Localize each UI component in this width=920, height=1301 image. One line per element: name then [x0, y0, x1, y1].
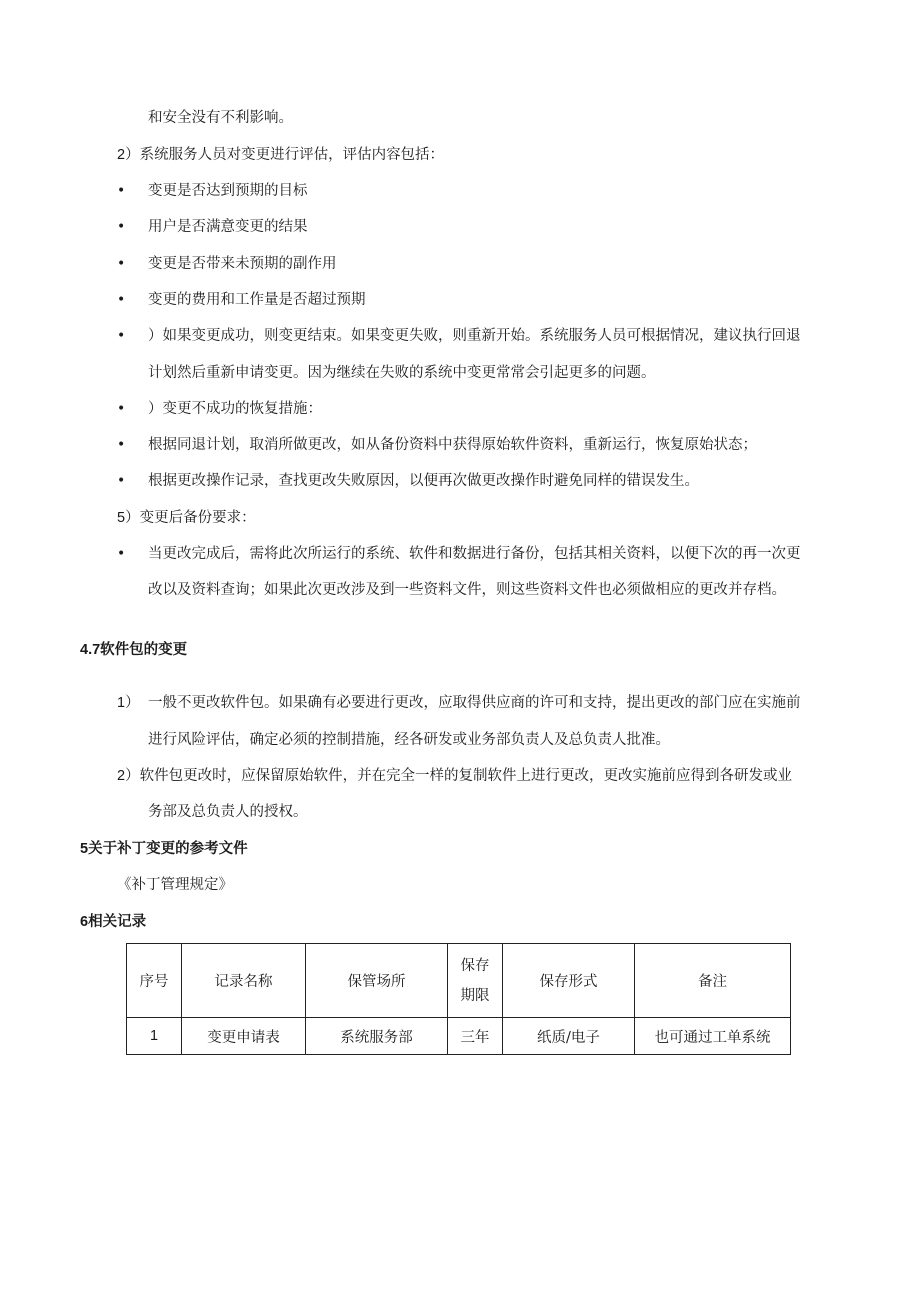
table-cell: 三年 — [448, 1018, 503, 1055]
table-cell: 纸质/电子 — [503, 1018, 635, 1055]
table-header-row — [127, 944, 791, 1018]
header-cell: 记录名称 — [182, 944, 306, 1018]
records-table — [126, 943, 791, 1055]
s47-p2-line2: 务部及总负责人的授权。 — [148, 804, 308, 820]
eval-point: 变更是否带来未预期的副作用 — [148, 256, 337, 272]
table-cell: 也可通过工单系统 — [635, 1018, 791, 1055]
bullet-icon: • — [117, 219, 126, 235]
recovery-title: ）变更不成功的恢复措施： — [148, 401, 322, 417]
bullet-icon: • — [117, 437, 126, 453]
bullet-icon: • — [117, 328, 126, 344]
bullet-icon: • — [117, 183, 126, 199]
bullet-icon: • — [117, 292, 126, 308]
recovery-point: 根据更改操作记录，查找更改失败原因，以便再次做更改操作时避免同样的错误发生。 — [148, 473, 699, 489]
header-retention-top: 保存 — [460, 957, 490, 974]
success-note-line2: 计划然后重新申请变更。因为继续在失败的系统中变更常常会引起更多的问题。 — [148, 365, 656, 381]
header-retention-bottom: 期限 — [460, 987, 490, 1004]
eval-point: 变更的费用和工作量是否超过预期 — [148, 292, 366, 308]
header-cell: 保存形式 — [503, 944, 635, 1018]
reference-document: 《补丁管理规定》 — [117, 877, 233, 893]
bullet-icon: • — [117, 256, 126, 272]
table-cell: 系统服务部 — [306, 1018, 448, 1055]
table-row — [127, 1018, 791, 1055]
backup-line2: 改以及资料查询；如果此次更改涉及到一些资料文件，则这些资料文件也必须做相应的更改并存档。 — [148, 582, 786, 598]
bullet-icon: • — [117, 473, 126, 489]
s47-p1-line2: 进行风险评估，确定必须的控制措施，经各研发或业务部负责人及总负责人批准。 — [148, 732, 670, 748]
bullet-icon: • — [117, 546, 126, 562]
continued-paragraph: 和安全没有不利影响。 — [148, 110, 293, 126]
eval-point: 用户是否满意变更的结果 — [148, 219, 308, 235]
success-note-line1: ）如果变更成功，则变更结束。如果变更失败，则重新开始。系统服务人员可根据情况，建议执行回退 — [148, 328, 801, 344]
bullet-icon: • — [117, 401, 126, 417]
s47-p1-number: 1） — [117, 695, 140, 711]
list-item-5: 5）变更后备份要求： — [117, 510, 256, 526]
table-cell: 变更申请表 — [182, 1018, 306, 1055]
header-cell: 保管场所 — [306, 944, 448, 1018]
section-4-7-heading: 4.7软件包的变更 — [80, 642, 188, 658]
list-item-2: 2）系统服务人员对变更进行评估，评估内容包括： — [117, 147, 445, 163]
section-6-heading: 6相关记录 — [80, 914, 147, 930]
header-cell: 备注 — [635, 944, 791, 1018]
backup-line1: 当更改完成后，需将此次所运行的系统、软件和数据进行备份，包括其相关资料，以便下次的再一次更 — [148, 546, 801, 562]
s47-p2-line1: 2）软件包更改时，应保留原始软件，并在完全一样的复制软件上进行更改，更改实施前应得到各研发或业 — [117, 768, 793, 784]
recovery-point: 根据同退计划，取消所做更改，如从备份资料中获得原始软件资料，重新运行，恢复原始状态； — [148, 437, 757, 453]
eval-point: 变更是否达到预期的目标 — [148, 183, 308, 199]
s47-p1-line1: 一般不更改软件包。如果确有必要进行更改，应取得供应商的许可和支持，提出更改的部门应在实施前 — [148, 695, 801, 711]
table-cell: 1 — [127, 1018, 182, 1055]
header-cell: 序号 — [127, 944, 182, 1018]
section-5-heading: 5关于补丁变更的参考文件 — [80, 841, 248, 857]
header-cell — [448, 944, 503, 1018]
